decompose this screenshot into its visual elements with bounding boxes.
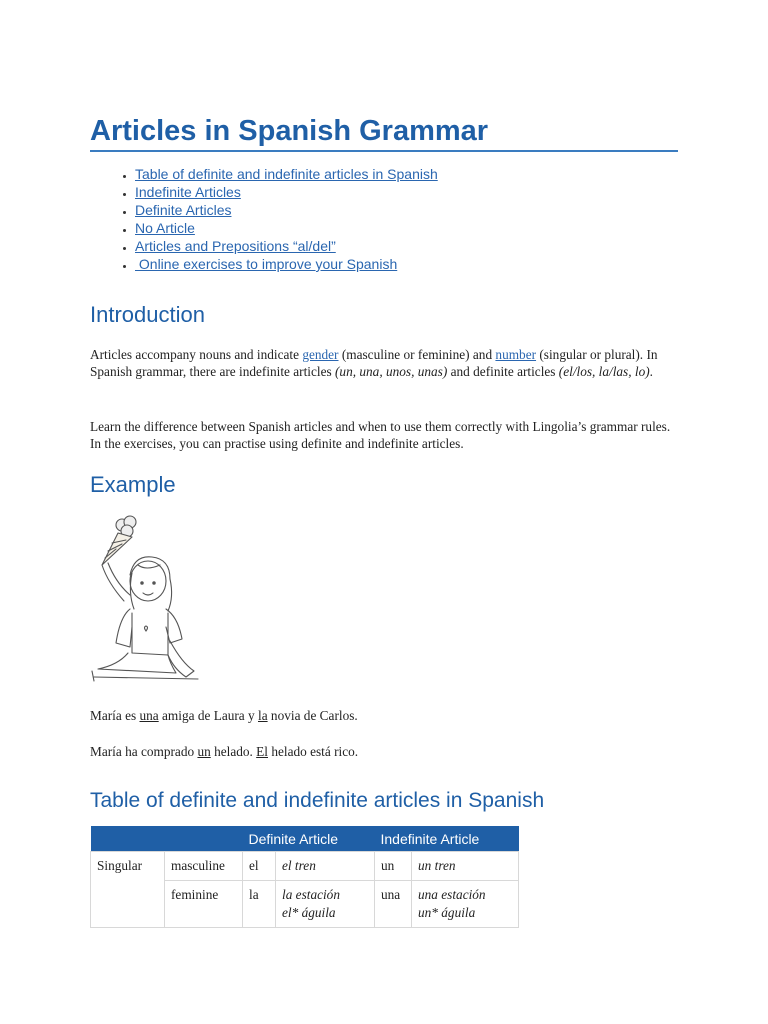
highlighted-article: la (258, 708, 268, 723)
table-cell-article: un (375, 852, 412, 881)
toc-item (135, 237, 438, 255)
table-cell-example (412, 881, 519, 928)
highlighted-article: un (197, 744, 211, 759)
toc-link-table[interactable]: Table of definite and indefinite articles in Spanish (135, 166, 438, 182)
number-link[interactable]: number (495, 347, 537, 362)
table-header-cell (165, 826, 243, 852)
articles-table (90, 826, 519, 928)
table-row (91, 852, 519, 881)
gender-link[interactable]: gender (302, 347, 339, 362)
intro-paragraph-1 (90, 346, 680, 380)
toc-item (135, 183, 438, 201)
example-line: un* águila (418, 905, 476, 920)
toc-link-indefinite[interactable]: Indefinite Articles (135, 184, 241, 200)
text-run: Articles accompany nouns and indicate (90, 347, 303, 362)
highlighted-article: una (139, 708, 159, 723)
page-title: Articles in Spanish Grammar (90, 113, 678, 152)
example-line: el* águila (282, 905, 336, 920)
toc-link-no-article[interactable]: No Article (135, 220, 195, 236)
toc-link-exercises[interactable]: Online exercises to improve your Spanish (135, 256, 398, 272)
table-cell-number: Singular (91, 852, 165, 928)
table-header-cell (91, 826, 165, 852)
table-cell-article: una (375, 881, 412, 928)
table-of-contents (90, 165, 438, 273)
example-line: una estación (418, 887, 486, 902)
indefinite-articles-list: (un, una, unos, unas) (335, 364, 448, 379)
text-run: helado está rico. (268, 744, 359, 759)
toc-item (135, 201, 438, 219)
table-cell-article: la (243, 881, 276, 928)
introduction-heading: Introduction (90, 302, 205, 327)
table-cell-gender: masculine (165, 852, 243, 881)
text-run: María ha comprado (90, 744, 198, 759)
text-run: amiga de Laura y (158, 708, 258, 723)
toc-item (135, 219, 438, 237)
definite-articles-list: (el/los, la/las, lo) (558, 364, 650, 379)
text-run: . (649, 364, 653, 379)
girl-with-ice-cream-illustration (90, 513, 202, 685)
table-header-indefinite: Indefinite Article (375, 826, 519, 852)
text-run: and definite articles (447, 364, 559, 379)
table-header-row (91, 826, 519, 852)
text-run: helado. (210, 744, 257, 759)
highlighted-article: El (256, 744, 268, 759)
table-cell-example: el tren (276, 852, 375, 881)
table-cell-gender: feminine (165, 881, 243, 928)
example-sentence-2 (90, 743, 680, 760)
table-cell-article: el (243, 852, 276, 881)
table-cell-example (276, 881, 375, 928)
example-line: la estación (282, 887, 340, 902)
example-heading: Example (90, 472, 176, 497)
example-sentence-1 (90, 707, 680, 724)
intro-paragraph-2: Learn the difference between Spanish articles and when to use them correctly with Lingolia’s grammar rules. In the exercises, you can practise using definite and indefinite articles. (90, 419, 671, 451)
text-run: (masculine or feminine) and (338, 347, 496, 362)
toc-item (135, 165, 438, 183)
text-run: (singular or plural). In Spanish grammar, there are indefinite articles (90, 347, 658, 379)
toc-link-definite[interactable]: Definite Articles (135, 202, 232, 218)
table-section-heading: Table of definite and indefinite articles in Spanish (90, 789, 545, 812)
toc-item (135, 255, 438, 273)
table-header-definite: Definite Article (243, 826, 375, 852)
text-run: María es (90, 708, 140, 723)
toc-link-prepositions[interactable]: Articles and Prepositions “al/del” (135, 238, 336, 254)
text-run: novia de Carlos. (267, 708, 358, 723)
table-cell-example: un tren (412, 852, 519, 881)
